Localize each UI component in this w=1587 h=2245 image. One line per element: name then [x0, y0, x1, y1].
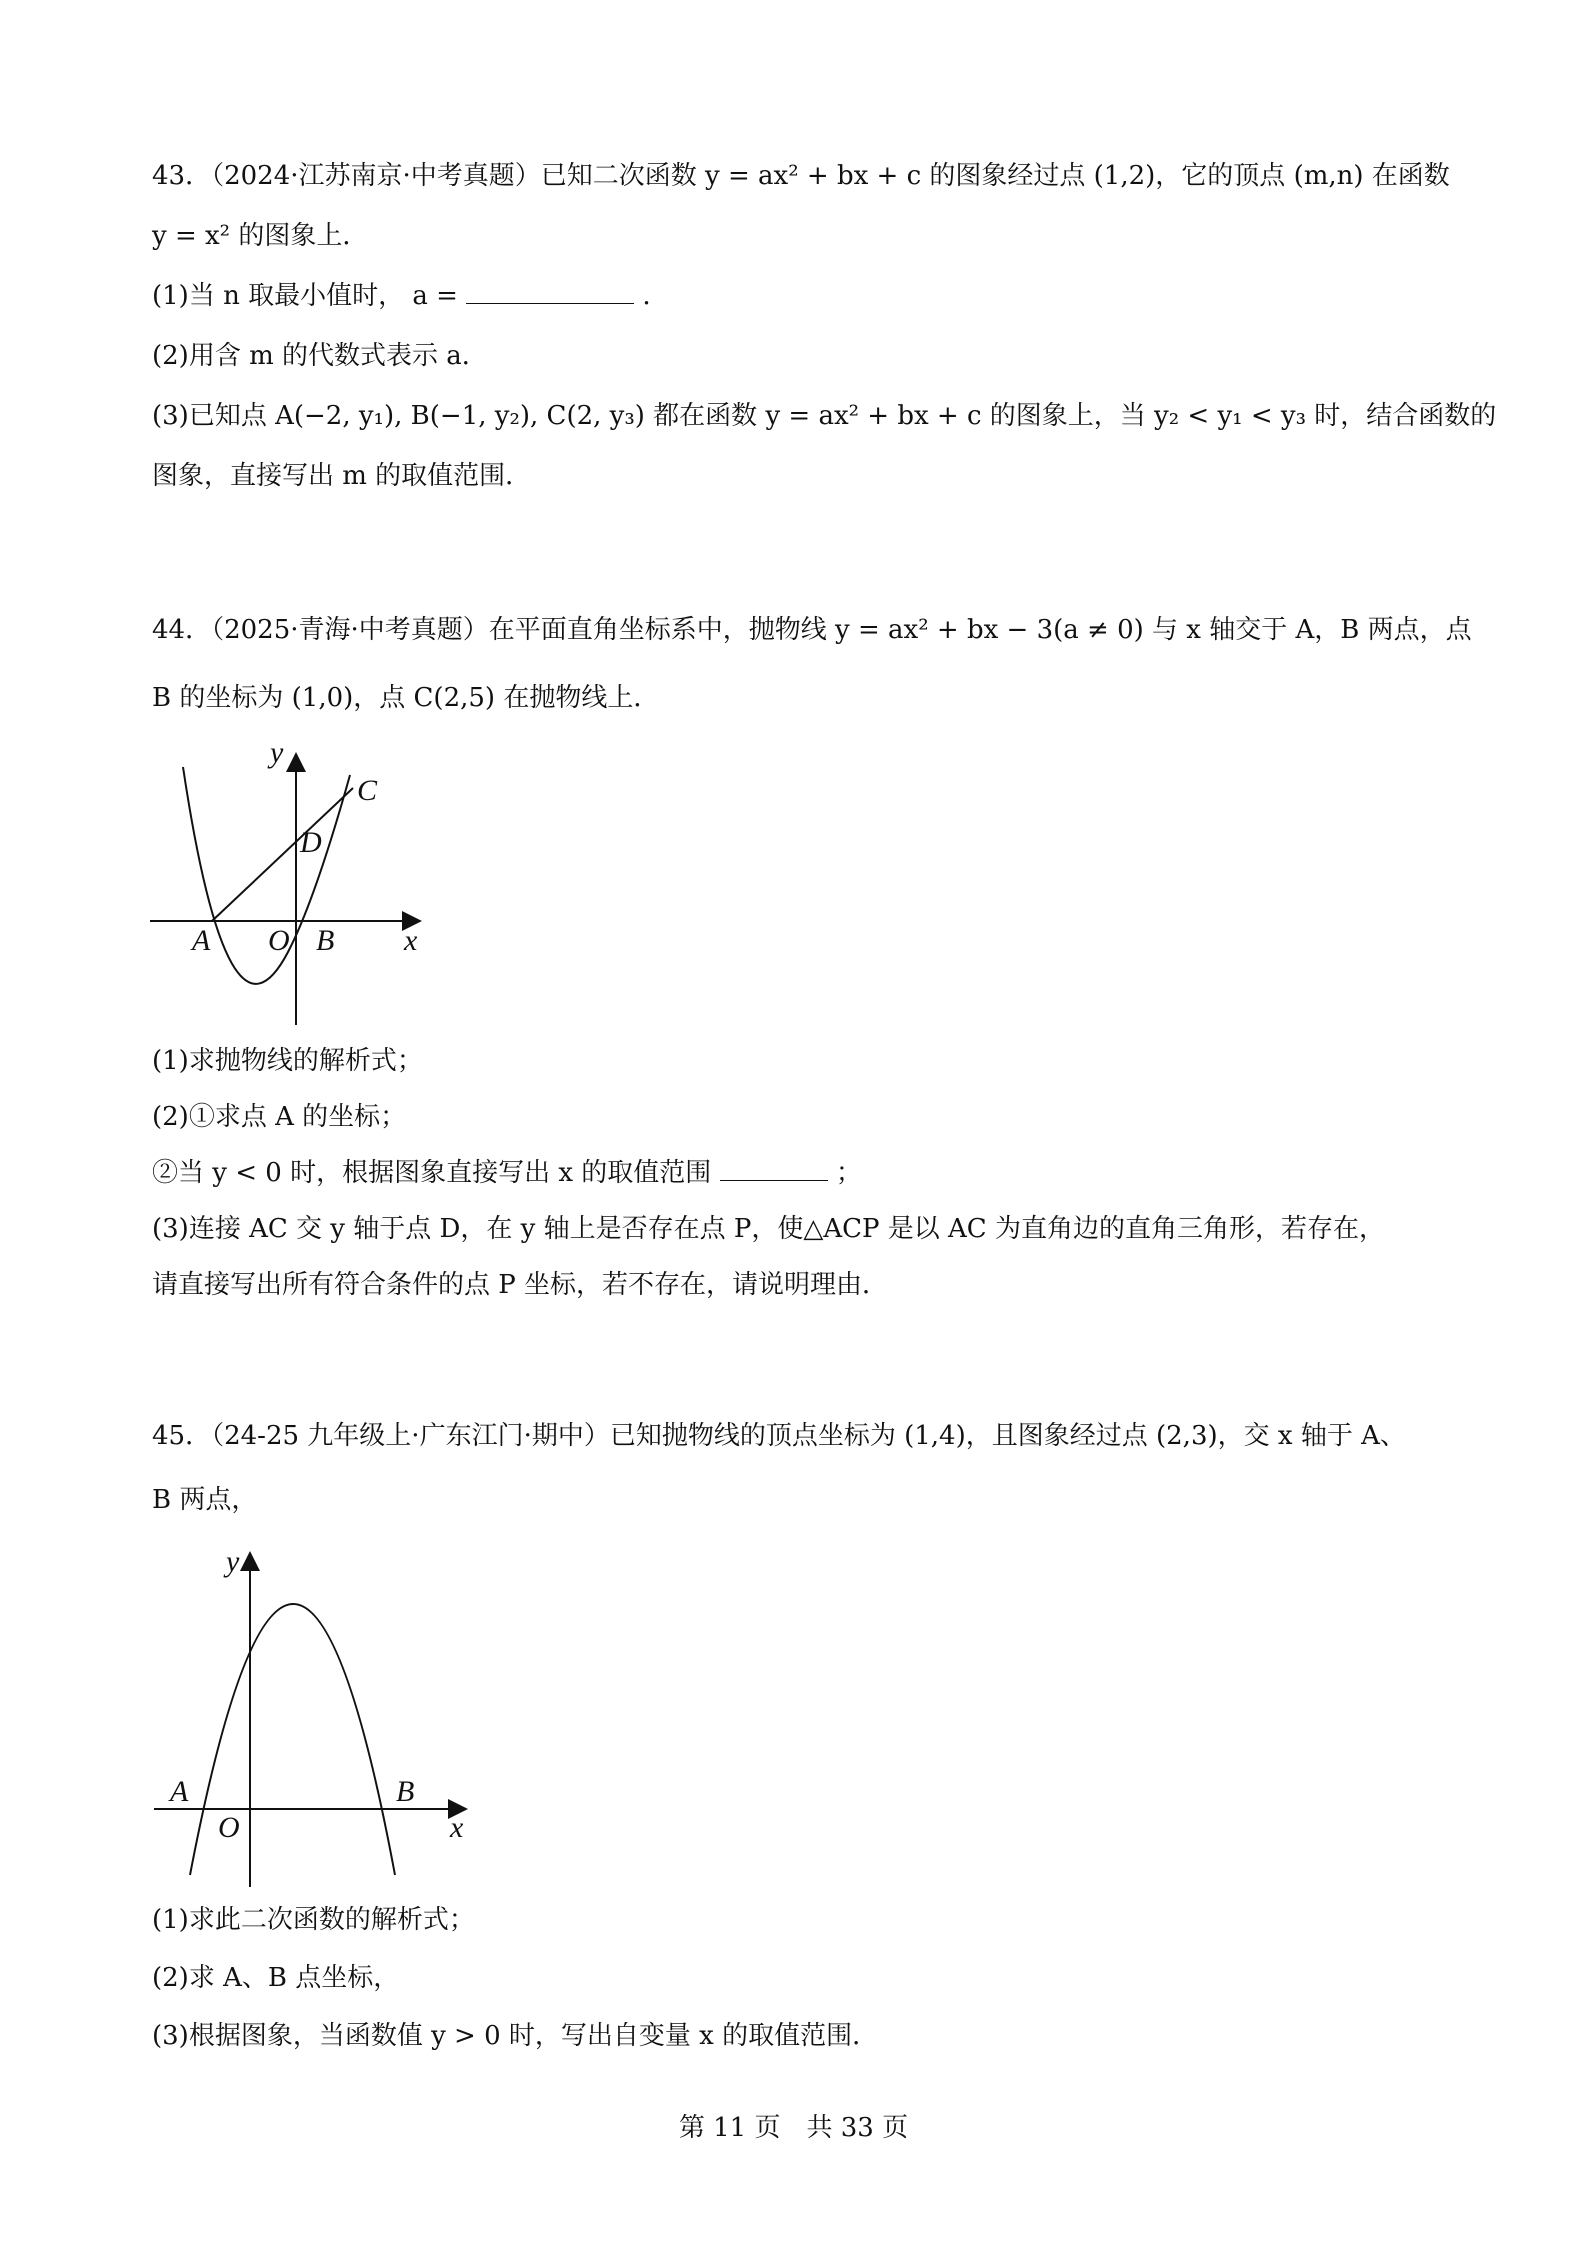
answer-blank[interactable] — [466, 279, 634, 304]
label-x: x — [404, 924, 418, 957]
problem-44-blank-tail: ； — [835, 1158, 862, 1188]
label-y: y — [270, 740, 284, 769]
problem-44-part-1: (1)求抛物线的解析式； — [152, 1046, 423, 1076]
page-footer: 第 11 页 共 33 页 — [678, 2113, 909, 2143]
problem-45-part-3: (3)根据图象，当函数值 y > 0 时，写出自变量 x 的取值范围． — [152, 2021, 879, 2051]
problem-44-line-2: B 的坐标为 (1,0)，点 C(2,5) 在抛物线上． — [152, 683, 660, 713]
problem-43-part-3-line-1: (3)已知点 A(−2, y₁), B(−1, y₂), C(2, y₃) 都在函数 y = ax² + bx + c 的图象上，当 y₂ < y₁ < y₃ 时，结合函数的 — [152, 401, 1497, 431]
label-o: O — [268, 924, 290, 957]
problem-44-figure — [150, 740, 440, 1030]
problem-43-part-2: (2)用含 m 的代数式表示 a． — [152, 341, 488, 371]
problem-43-part-1-text: (1)当 n 取最小值时， a = — [152, 281, 458, 311]
problem-45-part-2: (2)求 A、B 点坐标， — [152, 1963, 400, 1993]
label-a: A — [192, 924, 211, 957]
problem-44-part-2-2-text: ②当 y < 0 时，根据图象直接写出 x 的取值范围 — [152, 1158, 712, 1188]
problem-43-part-3-line-2: 图象，直接写出 m 的取值范围． — [152, 461, 532, 491]
label-a: A — [170, 1775, 189, 1808]
problem-43-blank-tail: ． — [642, 281, 669, 311]
problem-44-part-2-1: (2)①求点 A 的坐标； — [152, 1102, 407, 1132]
label-o: O — [218, 1811, 240, 1844]
label-b: B — [396, 1775, 415, 1808]
label-b: B — [316, 924, 335, 957]
problem-43-part-1 — [152, 278, 668, 314]
problem-43-line-2: y = x² 的图象上． — [152, 221, 369, 251]
problem-45-figure — [148, 1545, 478, 1890]
segment-ac — [212, 788, 353, 921]
label-d: D — [300, 826, 322, 859]
problem-45-part-1: (1)求此二次函数的解析式； — [152, 1905, 475, 1935]
label-y: y — [226, 1545, 240, 1578]
answer-blank[interactable] — [720, 1156, 828, 1181]
problem-44-part-3-line-2: 请直接写出所有符合条件的点 P 坐标，若不存在，请说明理由． — [152, 1270, 889, 1300]
label-c: C — [357, 774, 378, 807]
problem-44-part-2-2 — [152, 1155, 862, 1191]
problem-45-line-1: 45．（24-25 九年级上·广东江门·期中）已知抛物线的顶点坐标为 (1,4)，且图象经过点 (2,3)，交 x 轴于 A、 — [152, 1421, 1406, 1451]
problem-43-line-1: 43．（2024·江苏南京·中考真题）已知二次函数 y = ax² + bx + c 的图象经过点 (1,2)，它的顶点 (m,n) 在函数 — [152, 161, 1450, 191]
problem-44-line-1: 44．（2025·青海·中考真题）在平面直角坐标系中，抛物线 y = ax² + bx − 3(a ≠ 0) 与 x 轴交于 A，B 两点，点 — [152, 615, 1472, 645]
problem-45-line-2: B 两点， — [152, 1485, 258, 1515]
problem-44-part-3-line-1: (3)连接 AC 交 y 轴于点 D，在 y 轴上是否存在点 P，使△ACP 是以 AC 为直角边的直角三角形，若存在， — [152, 1214, 1385, 1244]
label-x: x — [450, 1811, 464, 1844]
